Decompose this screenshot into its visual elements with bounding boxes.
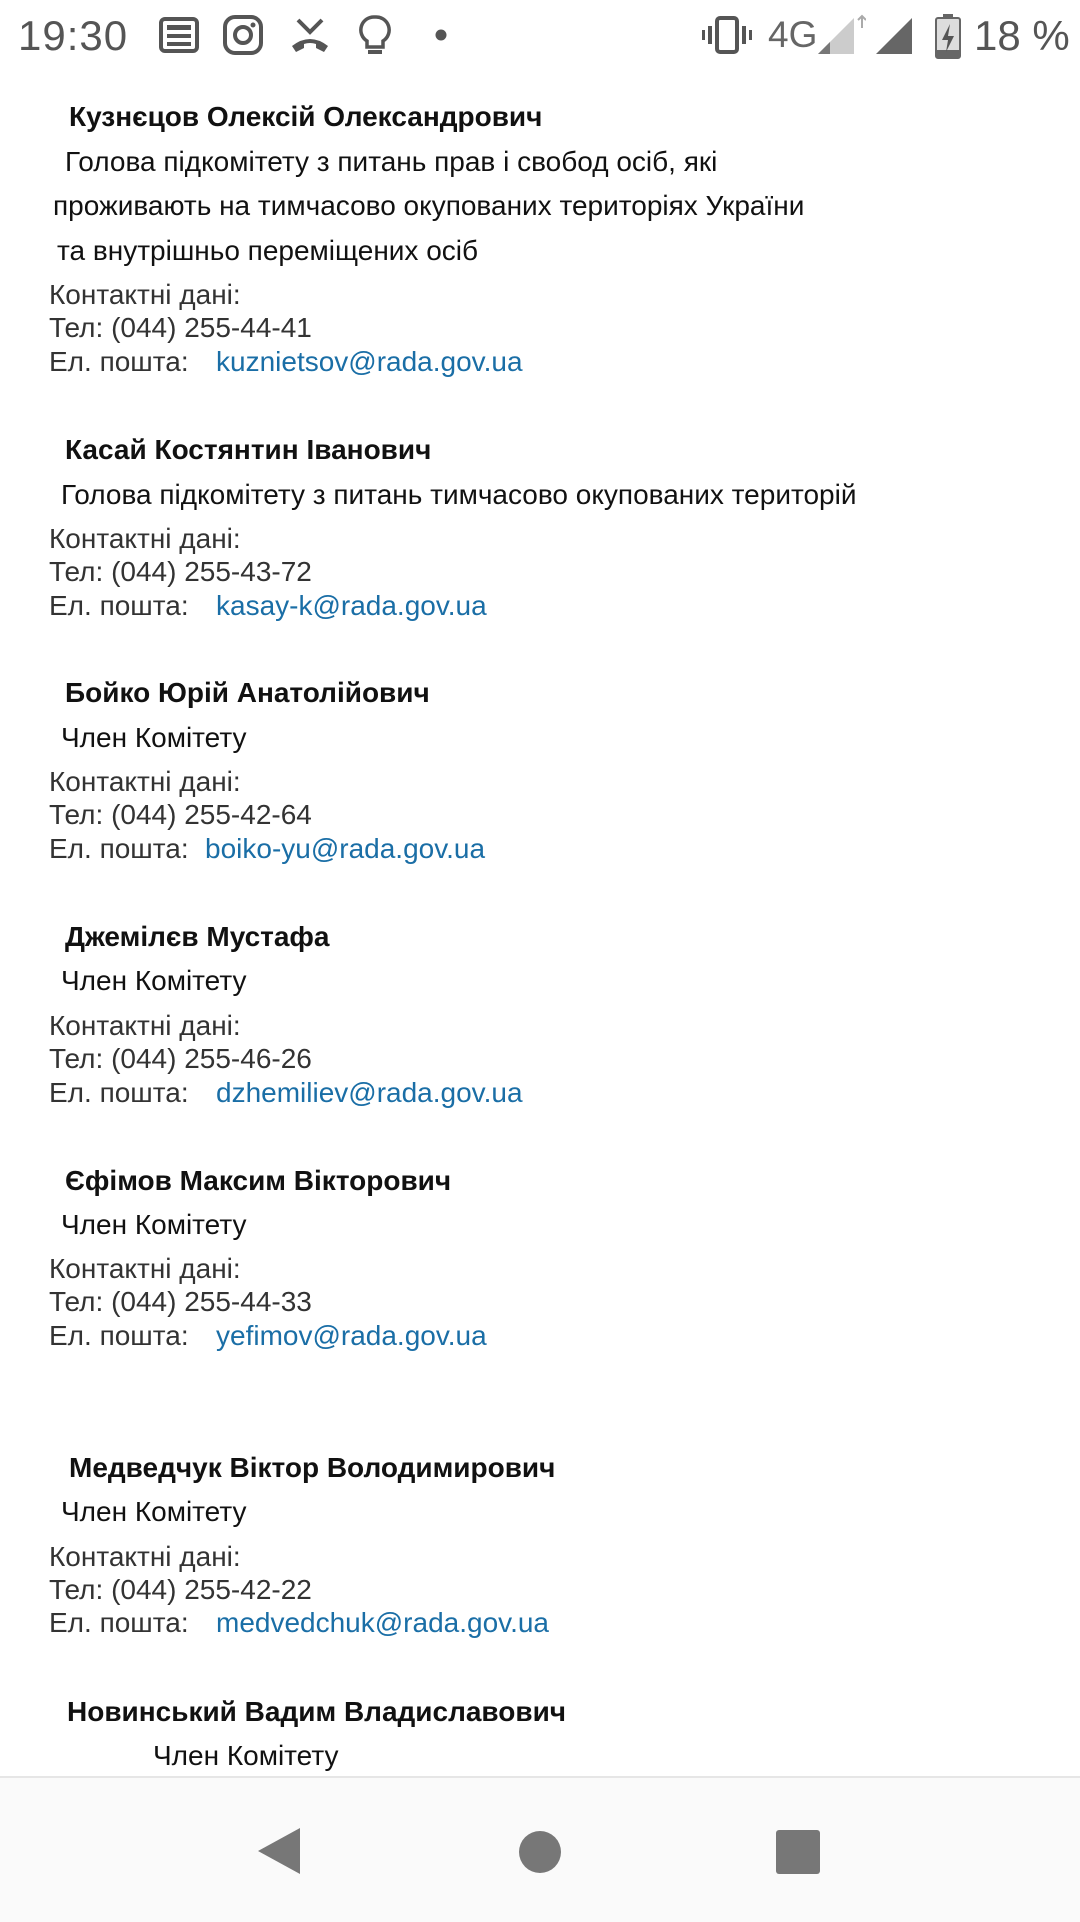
phone-number: Тел: (044) 255-42-22 <box>49 1574 312 1605</box>
network-type: 4G <box>768 14 818 55</box>
missed-call-icon <box>288 14 332 61</box>
email-link[interactable]: kuznietsov@rada.gov.ua <box>216 346 523 377</box>
member-role: Член Комітету <box>153 1740 339 1771</box>
back-icon <box>256 1826 302 1876</box>
member-name: Кузнєцов Олексій Олександрович <box>69 101 543 132</box>
lightbulb-icon <box>358 14 392 63</box>
email-label: Ел. пошта: <box>49 590 189 621</box>
member-name: Бойко Юрій Анатолійович <box>65 677 430 708</box>
contact-label: Контактні дані: <box>49 523 241 554</box>
dot-icon <box>435 28 447 46</box>
phone-number: Тел: (044) 255-44-41 <box>49 312 312 343</box>
contact-label: Контактні дані: <box>49 1010 241 1041</box>
phone-number: Тел: (044) 255-46-26 <box>49 1043 312 1074</box>
email-link[interactable]: boiko-yu@rada.gov.ua <box>205 833 486 864</box>
member-role: Член Комітету <box>61 1496 247 1527</box>
instagram-icon <box>222 14 264 61</box>
member-name: Новинський Вадим Владиславович <box>67 1696 567 1727</box>
phone-number: Тел: (044) 255-44-33 <box>49 1286 312 1317</box>
email-link[interactable]: dzhemiliev@rada.gov.ua <box>216 1077 523 1108</box>
member-role: та внутрішньо переміщених осіб <box>57 235 479 266</box>
member-name: Єфімов Максим Вікторович <box>65 1165 452 1196</box>
contact-label: Контактні дані: <box>49 1541 241 1572</box>
status-time: 19:30 <box>18 12 129 59</box>
phone-number: Тел: (044) 255-43-72 <box>49 556 312 587</box>
member-name: Медведчук Віктор Володимирович <box>69 1452 556 1483</box>
email-link[interactable]: medvedchuk@rada.gov.ua <box>216 1607 549 1638</box>
battery-charging-icon <box>934 14 962 65</box>
email-label: Ел. пошта: <box>49 833 189 864</box>
member-role: Голова підкомітету з питань тимчасово окупованих територій <box>61 479 857 510</box>
member-role: Член Комітету <box>61 1209 247 1240</box>
signal-icon-2 <box>874 14 916 61</box>
email-label: Ел. пошта: <box>49 1320 189 1351</box>
email-label: Ел. пошта: <box>49 1607 189 1638</box>
contacts-page <box>0 76 1080 1776</box>
status-bar <box>0 0 1080 76</box>
contact-label: Контактні дані: <box>49 1253 241 1284</box>
member-role: Голова підкомітету з питань прав і свобод осіб, які <box>65 146 718 177</box>
member-name: Касай Костянтин Іванович <box>65 434 432 465</box>
email-link[interactable]: kasay-k@rada.gov.ua <box>216 590 487 621</box>
member-role: проживають на тимчасово окупованих територіях України <box>53 190 805 221</box>
email-link[interactable]: yefimov@rada.gov.ua <box>216 1320 487 1351</box>
navigation-bar <box>0 1776 1080 1922</box>
email-label: Ел. пошта: <box>49 1077 189 1108</box>
member-role: Член Комітету <box>61 722 247 753</box>
news-icon <box>158 14 200 61</box>
phone-number: Тел: (044) 255-42-64 <box>49 799 312 830</box>
contact-label: Контактні дані: <box>49 766 241 797</box>
signal-icon <box>816 14 866 61</box>
battery-percent: 18 % <box>974 12 1070 59</box>
recents-icon <box>776 1830 820 1874</box>
vibrate-icon <box>702 14 752 61</box>
home-icon <box>518 1830 562 1874</box>
home-button[interactable] <box>518 1830 562 1879</box>
member-role: Член Комітету <box>61 965 247 996</box>
back-button[interactable] <box>256 1826 302 1881</box>
contact-label: Контактні дані: <box>49 279 241 310</box>
member-name: Джемілєв Мустафа <box>65 921 330 952</box>
recents-button[interactable] <box>776 1830 820 1879</box>
email-label: Ел. пошта: <box>49 346 189 377</box>
